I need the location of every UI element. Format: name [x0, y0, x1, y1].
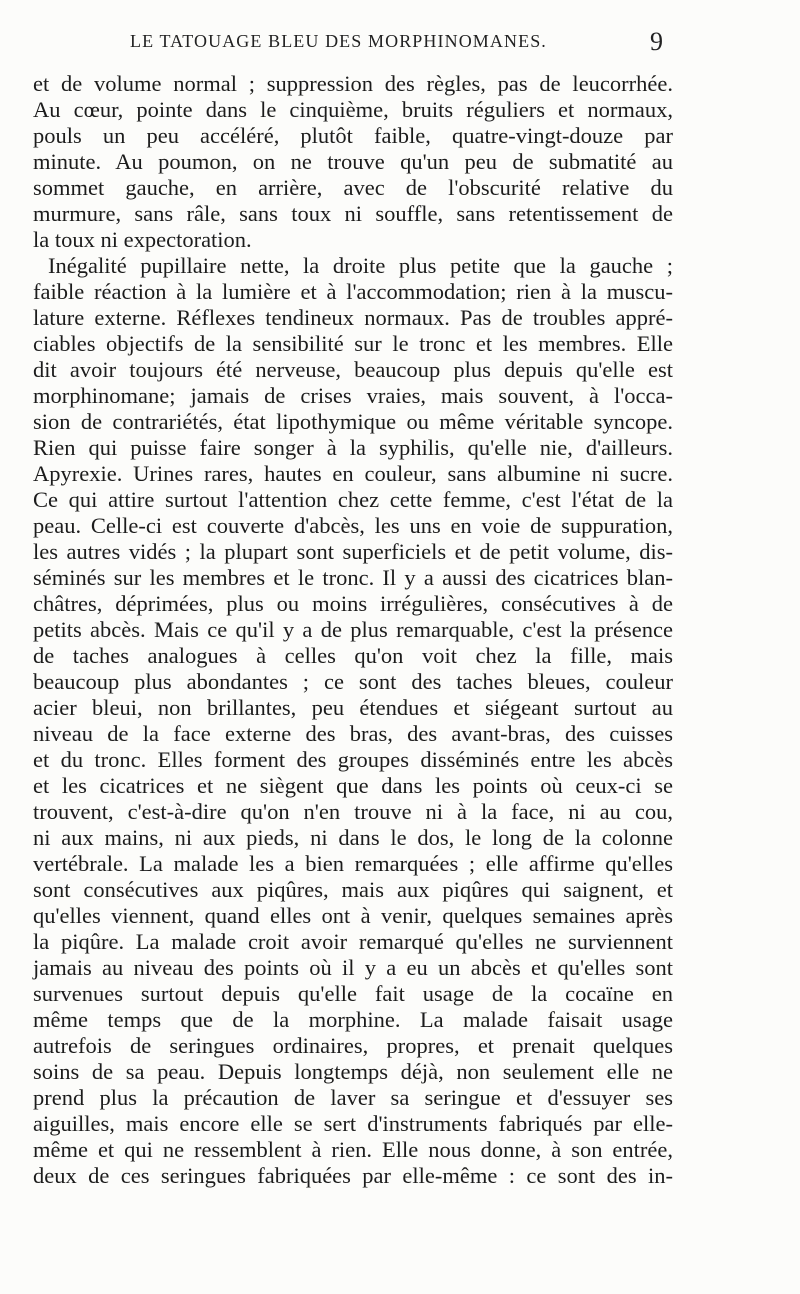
text-line: niveau de la face externe des bras, des avant-bras, des cuisses [33, 721, 673, 746]
text-line: morphinomane; jamais de crises vraies, mais souvent, à l'occa- [33, 383, 673, 408]
text-line: qu'elles viennent, quand elles ont à venir, quelques semaines après [33, 903, 673, 928]
text-line: soins de sa peau. Depuis longtemps déjà, non seulement elle ne [33, 1059, 673, 1084]
text-line: autrefois de seringues ordinaires, propres, et prenait quelques [33, 1033, 673, 1058]
text-line: Au cœur, pointe dans le cinquième, bruits réguliers et normaux, [33, 97, 673, 122]
text-line: aiguilles, mais encore elle se sert d'instruments fabriqués par elle- [33, 1111, 673, 1136]
text-line: Ce qui attire surtout l'attention chez cette femme, c'est l'état de la [33, 487, 673, 512]
text-line: minute. Au poumon, on ne trouve qu'un peu de submatité au [33, 149, 673, 174]
text-line: et les cicatrices et ne siègent que dans les points où ceux-ci se [33, 773, 673, 798]
text-line: de taches analogues à celles qu'on voit chez la fille, mais [33, 643, 673, 668]
text-line: et du tronc. Elles forment des groupes disséminés entre les abcès [33, 747, 673, 772]
text-line: beaucoup plus abondantes ; ce sont des taches bleues, couleur [33, 669, 673, 694]
text-line: sommet gauche, en arrière, avec de l'obscurité relative du [33, 175, 673, 200]
text-line: séminés sur les membres et le tronc. Il y a aussi des cicatrices blan- [33, 565, 673, 590]
text-line: vertébrale. La malade les a bien remarquées ; elle affirme qu'elles [33, 851, 673, 876]
text-line: pouls un peu accéléré, plutôt faible, quatre-vingt-douze par [33, 123, 673, 148]
running-head: LE TATOUAGE BLEU DES MORPHINOMANES. [130, 31, 547, 51]
text-line: deux de ces seringues fabriquées par elle-même : ce sont des in- [33, 1163, 673, 1188]
text-line: châtres, déprimées, plus ou moins irrégulières, consécutives à de [33, 591, 673, 616]
text-line: et de volume normal ; suppression des règles, pas de leucorrhée. [33, 71, 673, 96]
text-line: Rien qui puisse faire songer à la syphilis, qu'elle nie, d'ailleurs. [33, 435, 673, 460]
text-line: petits abcès. Mais ce qu'il y a de plus remarquable, c'est la présence [33, 617, 673, 642]
text-line: même temps que de la morphine. La malade faisait usage [33, 1007, 673, 1032]
text-line: ni aux mains, ni aux pieds, ni dans le dos, le long de la colonne [33, 825, 673, 850]
text-line: Apyrexie. Urines rares, hautes en couleur, sans albumine ni sucre. [33, 461, 673, 486]
text-line: peau. Celle-ci est couverte d'abcès, les uns en voie de suppuration, [33, 513, 673, 538]
text-line: les autres vidés ; la plupart sont superficiels et de petit volume, dis- [33, 539, 673, 564]
text-line: sont consécutives aux piqûres, mais aux piqûres qui saignent, et [33, 877, 673, 902]
text-line: même et qui ne ressemblent à rien. Elle nous donne, à son entrée, [33, 1137, 673, 1162]
text-line: acier bleui, non brillantes, peu étendues et siégeant surtout au [33, 695, 673, 720]
text-line: la piqûre. La malade croit avoir remarqué qu'elles ne surviennent [33, 929, 673, 954]
text-line: prend plus la précaution de laver sa seringue et d'essuyer ses [33, 1085, 673, 1110]
text-line: dit avoir toujours été nerveuse, beaucoup plus depuis qu'elle est [33, 357, 673, 382]
text-line: ciables objectifs de la sensibilité sur le tronc et les membres. Elle [33, 331, 673, 356]
text-line: Inégalité pupillaire nette, la droite plus petite que la gauche ; [48, 253, 673, 278]
text-line: faible réaction à la lumière et à l'accommodation; rien à la muscu- [33, 279, 673, 304]
text-line: sion de contrariétés, état lipothymique ou même véritable syncope. [33, 409, 673, 434]
page-number: 9 [650, 27, 663, 56]
text-line: murmure, sans râle, sans toux ni souffle, sans retentissement de [33, 201, 673, 226]
text-line: jamais au niveau des points où il y a eu un abcès et qu'elles sont [33, 955, 673, 980]
text-line: lature externe. Réflexes tendineux normaux. Pas de troubles appré- [33, 305, 673, 330]
text-line: survenues surtout depuis qu'elle fait usage de la cocaïne en [33, 981, 673, 1006]
text-line: la toux ni expectoration. [33, 227, 252, 252]
text-line: trouvent, c'est-à-dire qu'on n'en trouve ni à la face, ni au cou, [33, 799, 673, 824]
